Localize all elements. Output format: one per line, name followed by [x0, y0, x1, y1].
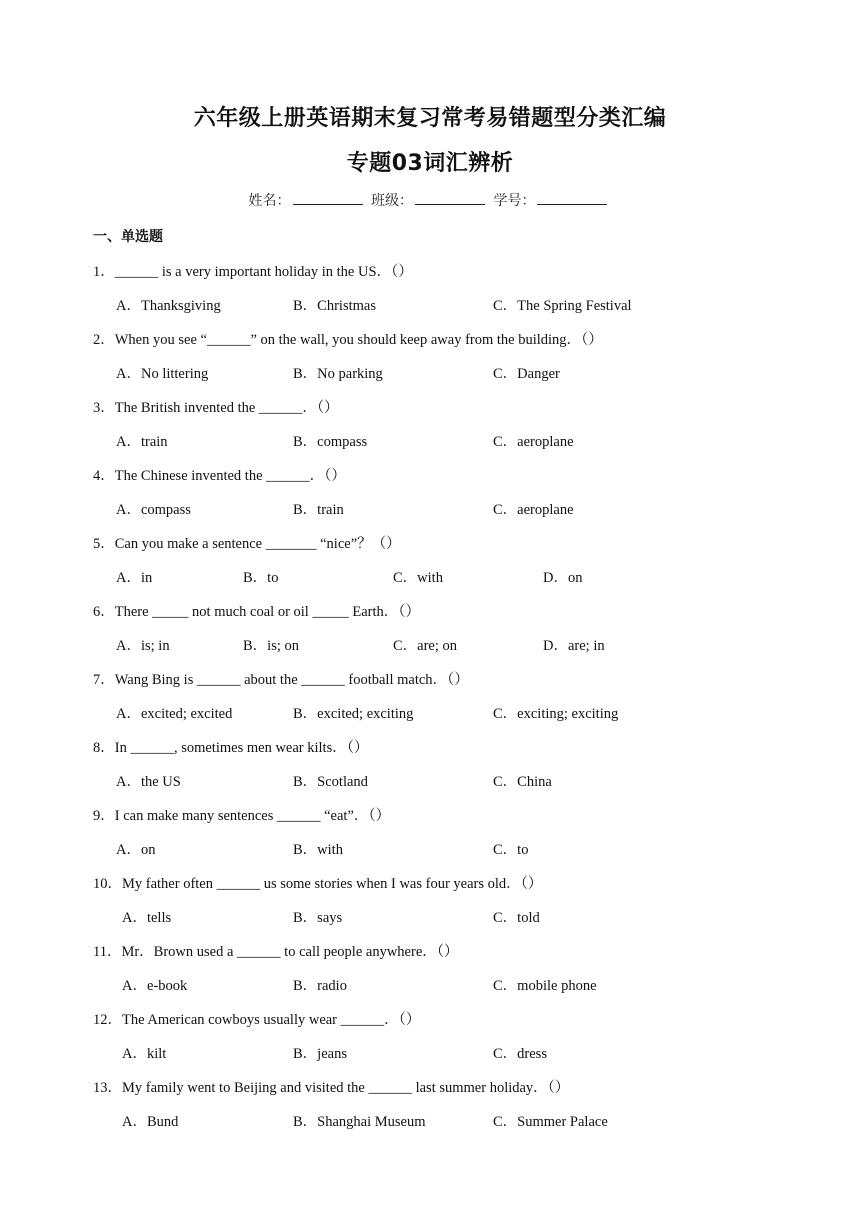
number-blank[interactable] — [537, 192, 607, 205]
answer-option[interactable]: C．Danger — [493, 366, 560, 382]
class-blank[interactable] — [415, 192, 485, 205]
answer-option[interactable]: B．No parking — [293, 366, 383, 382]
answer-option[interactable]: C．The Spring Festival — [493, 298, 632, 314]
question-stem: 6．There _____ not much coal or oil _____ Earth．（） — [93, 604, 420, 620]
answer-option[interactable]: A．compass — [116, 502, 191, 518]
answer-option[interactable]: C．Summer Palace — [493, 1114, 608, 1130]
answer-option[interactable]: C．dress — [493, 1046, 547, 1062]
answer-option[interactable]: D．are; in — [543, 638, 605, 654]
answer-option[interactable]: B．Christmas — [293, 298, 376, 314]
answer-option[interactable]: B．to — [243, 570, 279, 586]
answer-option[interactable]: A．Thanksgiving — [116, 298, 221, 314]
answer-option[interactable]: A．in — [116, 570, 153, 586]
question-stem: 8．In ______, sometimes men wear kilts．（） — [93, 740, 369, 756]
answer-option[interactable]: B．says — [293, 910, 343, 926]
answer-option[interactable]: B．jeans — [293, 1046, 347, 1062]
answer-option[interactable]: C．are; on — [393, 638, 458, 654]
answer-option[interactable]: A．e-book — [122, 978, 188, 994]
answer-option[interactable]: A．kilt — [122, 1046, 167, 1062]
number-label: 学号： — [493, 193, 536, 209]
question-stem: 7．Wang Bing is ______ about the ______ football match．（） — [93, 672, 469, 688]
question-stem: 9．I can make many sentences ______ “eat”．（） — [93, 808, 391, 824]
answer-option[interactable]: C．aeroplane — [493, 434, 574, 450]
answer-option[interactable]: A．excited; excited — [116, 706, 233, 722]
question-stem: 3．The British invented the ______．（） — [93, 400, 339, 416]
document-subtitle: 专题03词汇辨析 — [346, 151, 514, 176]
section-title: 一、单选题 — [93, 229, 163, 245]
student-info-line — [0, 190, 860, 210]
answer-option[interactable]: A．Bund — [122, 1114, 179, 1130]
answer-option[interactable]: B．with — [293, 842, 343, 858]
answer-option[interactable]: B．is; on — [243, 638, 299, 654]
answer-option[interactable]: A．the US — [116, 774, 181, 790]
answer-option[interactable]: B．Scotland — [293, 774, 368, 790]
answer-option[interactable]: B．radio — [293, 978, 347, 994]
answer-option[interactable]: C．with — [393, 570, 443, 586]
answer-option[interactable]: B．train — [293, 502, 344, 518]
question-stem: 12．The American cowboys usually wear ______．（） — [93, 1012, 421, 1028]
answer-option[interactable]: C．told — [493, 910, 540, 926]
question-stem: 1．______ is a very important holiday in the US．（） — [93, 264, 413, 280]
answer-option[interactable]: C．aeroplane — [493, 502, 574, 518]
answer-option[interactable]: A．tells — [122, 910, 172, 926]
answer-option[interactable]: B．compass — [293, 434, 368, 450]
answer-option[interactable]: D．on — [543, 570, 583, 586]
question-stem: 13．My family went to Beijing and visited the ______ last summer holiday．（） — [93, 1080, 570, 1096]
question-stem: 5．Can you make a sentence _______ “nice”？（） — [93, 536, 401, 552]
answer-option[interactable]: A．train — [116, 434, 168, 450]
question-stem: 2．When you see “______” on the wall, you should keep away from the building．（） — [93, 332, 603, 348]
document-title: 六年级上册英语期末复习常考易错题型分类汇编 — [193, 106, 667, 131]
answer-option[interactable]: C．to — [493, 842, 529, 858]
question-stem: 4．The Chinese invented the ______．（） — [93, 468, 346, 484]
answer-option[interactable]: C．China — [493, 774, 552, 790]
answer-option[interactable]: A．is; in — [116, 638, 170, 654]
name-blank[interactable] — [293, 192, 363, 205]
answer-option[interactable]: C．mobile phone — [493, 978, 597, 994]
class-label: 班级： — [371, 193, 413, 209]
question-stem: 10．My father often ______ us some stories when I was four years old．（） — [93, 876, 543, 892]
name-label: 姓名： — [248, 193, 291, 209]
answer-option[interactable]: A．No littering — [116, 366, 209, 382]
answer-option[interactable]: C．exciting; exciting — [493, 706, 619, 722]
question-stem: 11．Mr．Brown used a ______ to call people anywhere．（） — [93, 944, 459, 960]
answer-option[interactable]: B．excited; exciting — [293, 706, 414, 722]
answer-option[interactable]: A．on — [116, 842, 156, 858]
answer-option[interactable]: B．Shanghai Museum — [293, 1114, 426, 1130]
